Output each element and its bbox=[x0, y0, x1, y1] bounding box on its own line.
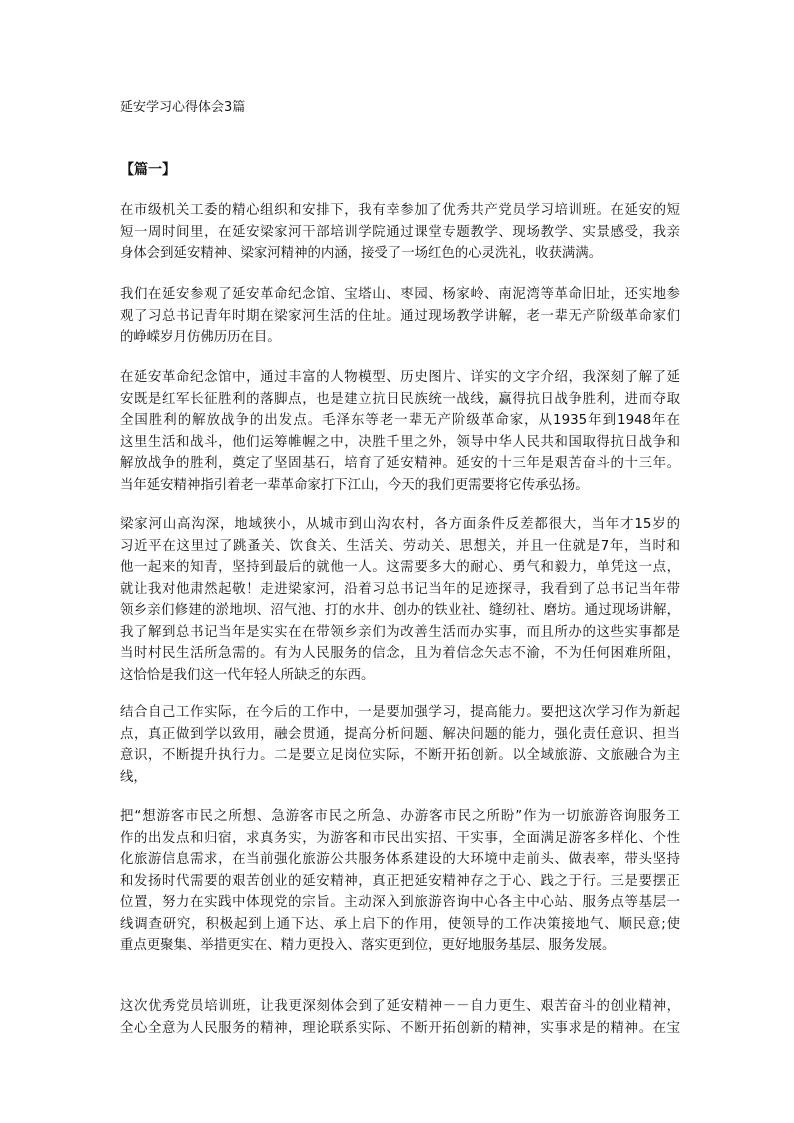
paragraph-line: 全国胜利的解放战争的出发点。毛泽东等老一辈无产阶级革命家，从1935年到1948年在 bbox=[120, 413, 680, 428]
paragraph-line: 这里生活和战斗，他们运筹帷幄之中，决胜千里之外，领导中华人民共和国取得抗日战争和 bbox=[120, 434, 680, 450]
document-title: 延安学习心得体会3篇 bbox=[120, 100, 246, 115]
paragraph-line: 解放战争的胜利，奠定了坚固基石，培育了延安精神。延安的十三年是艰苦奋斗的十三年。 bbox=[120, 456, 680, 471]
paragraph-line: 这恰恰是我们这一代年轻人所缺乏的东西。 bbox=[120, 667, 375, 683]
paragraph-line: 就让我对他肃然起敬！走进梁家河，沿着习总书记当年的足迹探寻，我看到了总书记当年带 bbox=[120, 581, 680, 597]
paragraph-line: 短一周时间里，在延安梁家河干部培训学院通过课堂专题教学、现场教学、实景感受，我亲 bbox=[120, 224, 680, 240]
paragraph-line: 意识，不断提升执行力。二是要立足岗位实际，不断开拓创新。以全域旅游、文旅融合为主 bbox=[120, 748, 680, 763]
section-heading: 【篇一】 bbox=[120, 162, 176, 178]
paragraph-line: 领乡亲们修建的淤地坝、沼气池、打的水井、创办的铁业社、缝纫社、磨坊。通过现场讲解， bbox=[120, 603, 680, 618]
paragraph-line: 结合自己工作实际，在今后的工作中，一是要加强学习，提高能力。要把这次学习作为新起 bbox=[120, 705, 680, 720]
paragraph-line: 位置，努力在实践中体现党的宗旨。主动深入到旅游咨询中心各主中心站、服务点等基层一 bbox=[120, 895, 680, 910]
paragraph-line: 在延安革命纪念馆中，通过丰富的人物模型、历史图片、详实的文字介绍，我深刻了解了延 bbox=[120, 370, 680, 385]
paragraph-line: 点，真正做到学以致用，融会贯通，提高分析问题、解决问题的能力，强化责任意识、担当 bbox=[120, 726, 680, 742]
paragraph-line: 重点更聚集、举措更实在、精力更投入、落实更到位，更好地服务基层、服务发展。 bbox=[120, 938, 616, 953]
paragraph-line: 观了习总书记青年时期在梁家河生活的住址。通过现场教学讲解，老一辈无产阶级革命家们 bbox=[120, 308, 680, 324]
paragraph-line: 安既是红军长征胜利的落脚点，也是建立抗日民族统一战线，赢得抗日战争胜利，进而夺取 bbox=[120, 391, 680, 407]
paragraph-line: 习近平在这里过了跳蚤关、饮食关、生活关、劳动关、思想关，并且一住就是7年，当时和 bbox=[120, 538, 680, 554]
paragraph-line: 化旅游信息需求，在当前强化旅游公共服务体系建设的大环境中走前头、做表率，带头坚持 bbox=[120, 852, 680, 867]
paragraph-1 bbox=[120, 200, 680, 265]
paragraph-7 bbox=[120, 996, 680, 1039]
paragraph-2 bbox=[120, 284, 680, 349]
paragraph-4 bbox=[120, 514, 680, 686]
paragraph-line: 我了解到总书记当年是实实在在带领乡亲们为改善生活而办实事，而且所办的这些实事都是 bbox=[120, 624, 680, 640]
paragraph-line: 的峥嵘岁月仿佛历历在目。 bbox=[120, 330, 281, 345]
paragraph-line: 在市级机关工委的精心组织和安排下，我有幸参加了优秀共产党员学习培训班。在延安的短 bbox=[120, 203, 680, 218]
paragraph-line: 我们在延安参观了延安革命纪念馆、宝塔山、枣园、杨家岭、南泥湾等革命旧址，还实地参 bbox=[120, 287, 680, 302]
paragraph-3 bbox=[120, 367, 680, 496]
paragraph-5 bbox=[120, 702, 680, 788]
paragraph-line: 作的出发点和归宿，求真务实，为游客和市民出实招、干实事，全面满足游客多样化、个性 bbox=[120, 830, 680, 846]
paragraph-line: 梁家河山高沟深，地域狭小，从城市到山沟农村，各方面条件反差都很大，当年才15岁的 bbox=[120, 517, 680, 532]
paragraph-line: 身体会到延安精神、梁家河精神的内涵，接受了一场红色的心灵洗礼，收获满满。 bbox=[120, 246, 603, 261]
paragraph-line: 他一起来的知青，坚持到最后的就他一人。这需要多大的耐心、勇气和毅力，单凭这一点， bbox=[120, 560, 680, 575]
paragraph-line: 当年延安精神指引着老一辈革命家打下江山，今天的我们更需要将它传承弘扬。 bbox=[120, 477, 589, 493]
paragraph-line: 当时村民生活所急需的。有为人民服务的信念，且为着信念矢志不渝，不为任何困难所阻， bbox=[120, 646, 680, 661]
paragraph-line: 这次优秀党员培训班，让我更深刻体会到了延安精神－－自力更生、艰苦奋斗的创业精神， bbox=[120, 999, 680, 1014]
paragraph-6 bbox=[120, 806, 680, 957]
paragraph-line: 线， bbox=[120, 769, 147, 785]
paragraph-line: 线调查研究，积极起到上通下达、承上启下的作用，使领导的工作决策接地气、顺民意;使 bbox=[120, 916, 680, 932]
paragraph-line: 和发扬时代需要的艰苦创业的延安精神，真正把延安精神存之于心、践之于行。三是要摆正 bbox=[120, 873, 680, 889]
paragraph-line: 把“想游客市民之所想、急游客市民之所急、办游客市民之所盼”作为一切旅游咨询服务工 bbox=[120, 809, 680, 824]
paragraph-line: 全心全意为人民服务的精神，理论联系实际、不断开拓创新的精神，实事求是的精神。在宝 bbox=[120, 1020, 680, 1036]
